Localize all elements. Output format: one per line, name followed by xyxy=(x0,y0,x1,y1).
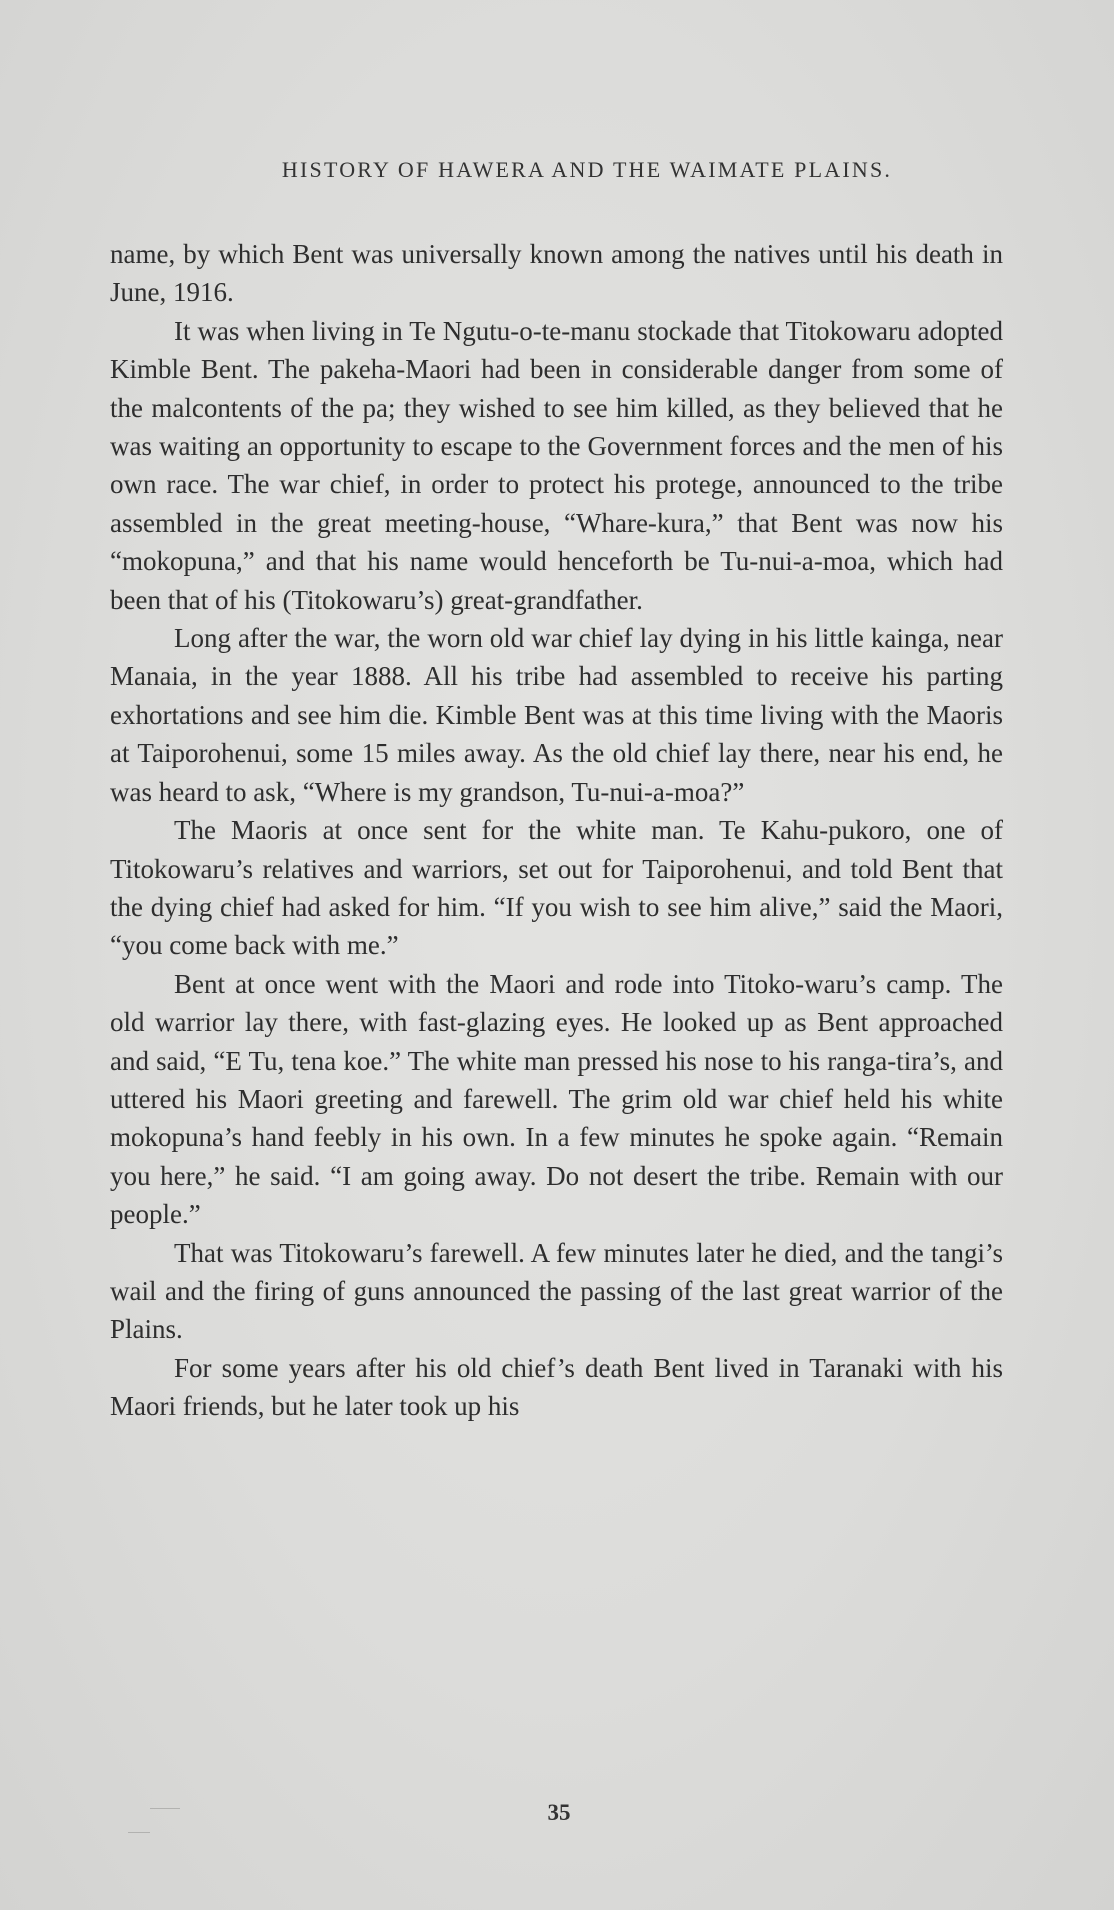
page-mark xyxy=(128,1832,150,1833)
page-number: 35 xyxy=(547,1800,571,1825)
paragraph: For some years after his old chief’s death Bent lived in Taranaki with his Maori friends, but he later took up his xyxy=(110,1352,1003,1422)
paragraph: The Maoris at once sent for the white man. Te Kahu-pukoro, one of Titokowaru’s relatives and warriors, set out for Taiporohenui, and told Bent that the dying chief had asked for him. “If you wish to see him alive,” said the Maori, “you come back with me.” xyxy=(110,815,1003,961)
paragraph: That was Titokowaru’s farewell. A few minutes later he died, and the tangi’s wail and the firing of guns announced the passing of the last great warrior of the Plains. xyxy=(110,1237,1003,1345)
body-text xyxy=(110,235,1003,1426)
paragraph: name, by which Bent was universally known among the natives until his death in June, 1916. xyxy=(110,239,1003,308)
paragraph: Long after the war, the worn old war chief lay dying in his little kainga, near Manaia, in the year 1888. All his tribe had assembled to receive his parting exhortations and see him die. Kimble Bent was at this time living with the Maoris at Taiporohenui, some 15 miles away. As the old chief lay there, near his end, he was heard to ask, “Where is my grandson, Tu-nui-a-moa?” xyxy=(110,623,1003,807)
paragraph: Bent at once went with the Maori and rode into Titoko-waru’s camp. The old warrior lay there, with fast-glazing eyes. He looked up as Bent approached and said, “E Tu, tena koe.” The white man pressed his nose to his ranga-tira’s, and uttered his Maori greeting and farewell. The grim old war chief held his white mokopuna’s hand feebly in his own. In a few minutes he spoke again. “Remain you here,” he said. “I am going away. Do not desert the tribe. Remain with our people.” xyxy=(110,968,1003,1230)
running-head: HISTORY OF HAWERA AND THE WAIMATE PLAINS. xyxy=(281,157,893,182)
paragraph: It was when living in Te Ngutu-o-te-manu stockade that Titokowaru adopted Kimble Bent. The pakeha-Maori had been in considerable danger from some of the malcontents of the pa; they wished to see him killed, as they believed that he was waiting an opportunity to escape to the Government forces and the men of his own race. The war chief, in order to protect his protege, announced to the tribe assembled in the great meeting-house, “Whare-kura,” that Bent was now his “mokopuna,” and that his name would henceforth be Tu-nui-a-moa, which had been that of his (Titokowaru’s) great-grandfather. xyxy=(110,315,1003,615)
